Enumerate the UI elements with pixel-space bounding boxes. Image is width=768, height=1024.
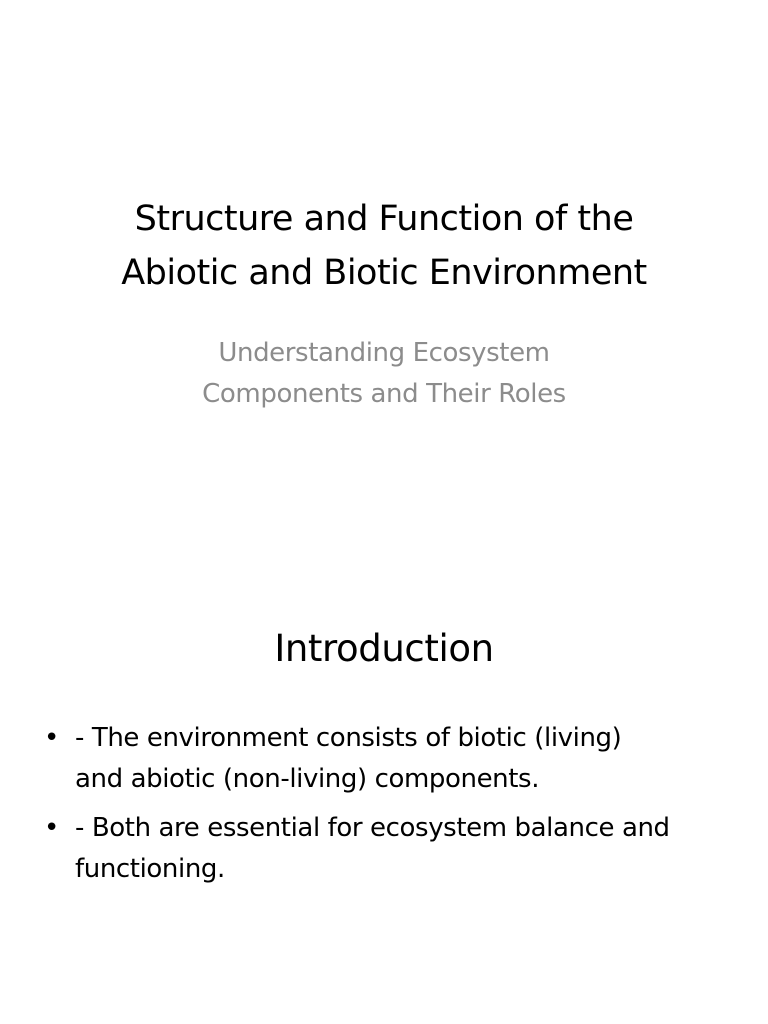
list-item: [40, 718, 728, 800]
bullet-text-line: - The environment consists of biotic (living): [75, 723, 622, 753]
subtitle-line: Understanding Ecosystem: [218, 338, 550, 368]
subtitle-line: Components and Their Roles: [202, 379, 566, 409]
title-line: Structure and Function of the: [134, 199, 634, 239]
bullet-text-line: and abiotic (non-living) components.: [75, 764, 540, 794]
bullet-text-line: - Both are essential for ecosystem balance and: [75, 813, 670, 843]
list-item: [40, 808, 728, 890]
presentation-subtitle: [100, 333, 668, 415]
title-line: Abiotic and Biotic Environment: [121, 253, 647, 293]
bullet-text-line: functioning.: [75, 854, 225, 884]
presentation-title: [40, 192, 728, 300]
slide-title: Introduction: [274, 627, 494, 670]
bullet-icon: •: [44, 813, 59, 843]
introduction-slide: [0, 512, 768, 1024]
bullet-list: [40, 718, 728, 898]
bullet-icon: •: [44, 723, 59, 753]
